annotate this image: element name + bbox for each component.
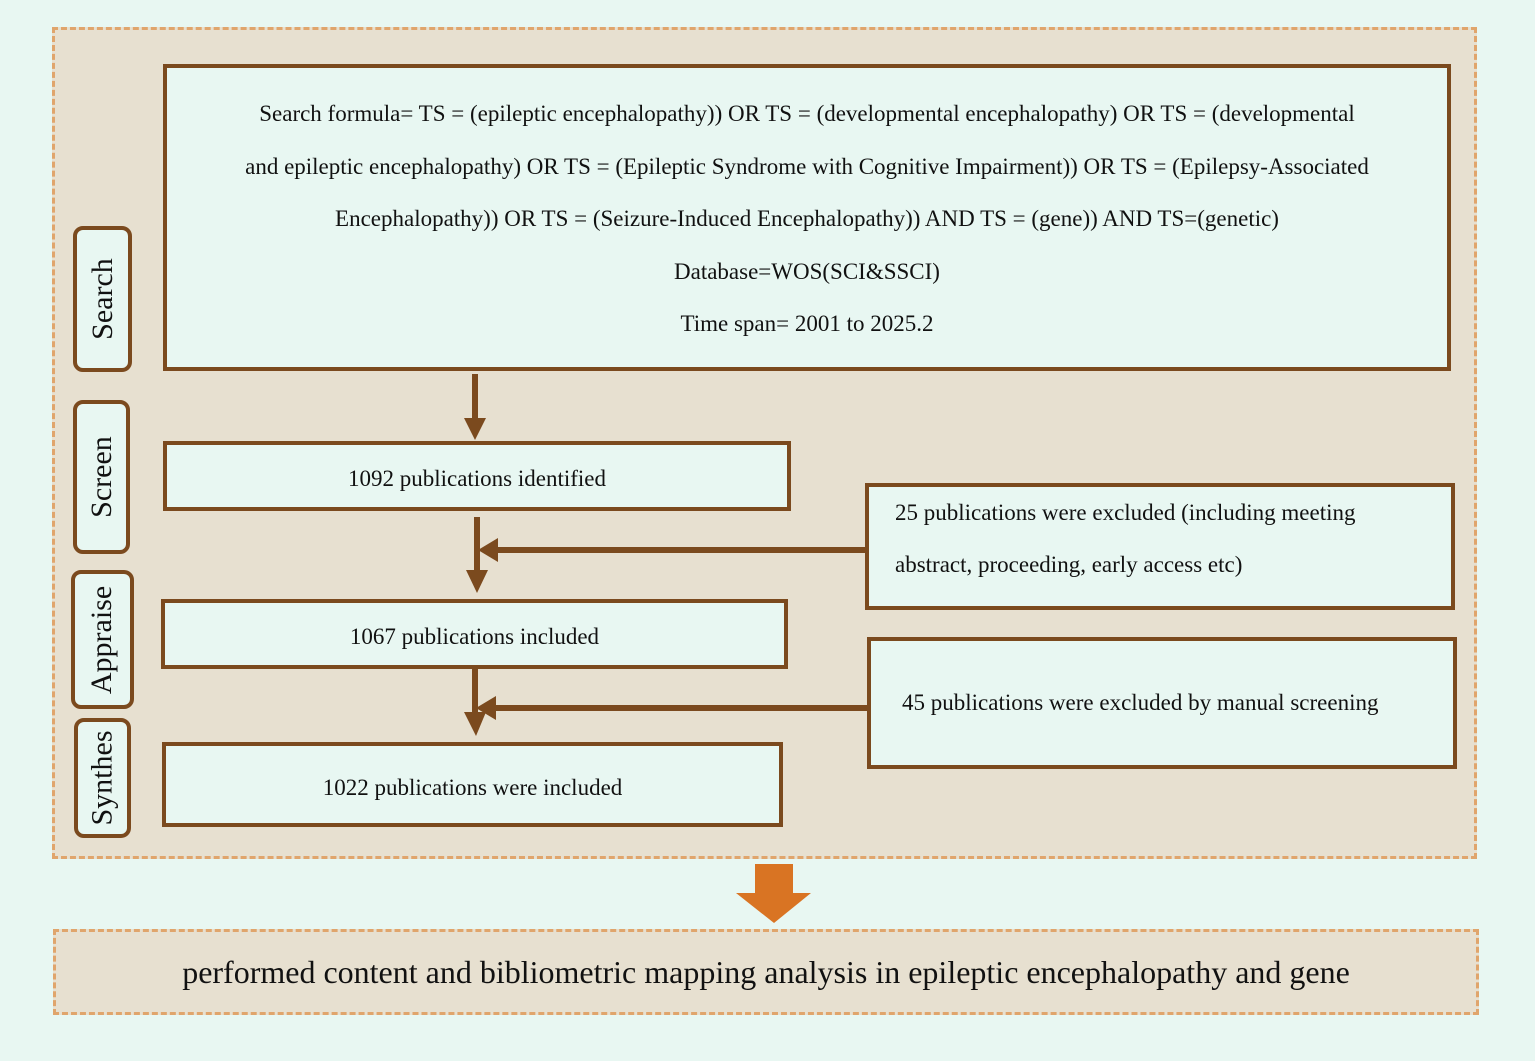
big-down-arrow-icon (736, 864, 811, 923)
time-span-line: Time span= 2001 to 2025.2 (680, 311, 934, 337)
identified-box (163, 441, 791, 511)
included-first-box (161, 599, 788, 669)
stage-label-screen (73, 400, 130, 554)
stage-label-appraise (71, 570, 134, 709)
stage-label-text: Appraise (85, 585, 119, 694)
included-final-box (162, 742, 783, 827)
search-formula-line-2: and epileptic encephalopathy) OR TS = (Epileptic Syndrome with Cognitive Impairment)) OR TS = (Epilepsy-Associated (245, 153, 1369, 179)
exclusion-25-line-1: 25 publications were excluded (including meeting (895, 500, 1356, 525)
search-formula-line-1: Search formula= TS = (epileptic encephalopathy)) OR TS = (developmental encephalopathy) OR TS = (developmental (259, 101, 1355, 127)
exclusion-45-text: 45 publications were excluded by manual screening (902, 690, 1379, 715)
identified-text: 1092 publications identified (347, 466, 607, 491)
stage-label-synthes (74, 718, 131, 838)
search-formula-line-3: Encephalopathy)) OR TS = (Seizure-Induced Encephalopathy)) AND TS = (gene)) AND TS=(genetic) (335, 206, 1279, 232)
exclusion-box-25 (865, 483, 1455, 610)
result-text: performed content and bibliometric mapping analysis in epileptic encephalopathy and gene (182, 953, 1350, 990)
exclusion-25-line-2: abstract, proceeding, early access etc) (895, 552, 1243, 577)
included-final-text: 1022 publications were included (322, 774, 623, 800)
search-formula-box (163, 64, 1451, 371)
stage-label-text: Search (85, 258, 119, 340)
result-box (53, 929, 1479, 1015)
included-first-text: 1067 publications included (349, 624, 600, 649)
stage-label-text: Screen (84, 436, 118, 518)
exclusion-box-45 (867, 637, 1457, 769)
stage-label-search (73, 226, 132, 372)
stage-label-text: Synthes (85, 730, 119, 826)
database-line: Database=WOS(SCI&SSCI) (674, 258, 940, 284)
